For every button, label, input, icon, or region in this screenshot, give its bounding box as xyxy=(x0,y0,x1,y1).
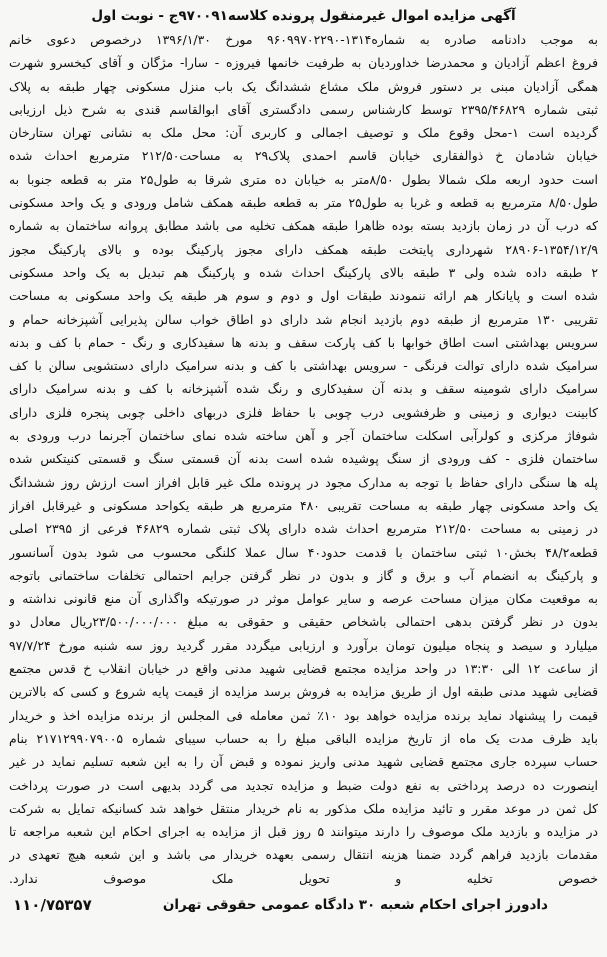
notice-line: در مزایده و بازدید ملک موصوف را دارند میتوانند ۵ روز قبل از مزایده به اجرای احکام این شعبه مراجعه تا xyxy=(9,824,598,840)
notice-line: قطعه۴۸/۲ بخش۱۰ ثبتی ساختمان با قدمت حدود۴۰ سال عملا کلنگی محسوب می شود بدون آسانسور xyxy=(9,544,598,560)
notice-line: ساختمان فلزی - کف ورودی از سنگ پوشیده شده است بدنه آن قسمتی سنگ و قسمتی کنیتکس شده xyxy=(9,451,598,467)
notice-line: مقدمات بازدید فراهم گردد ضمنا هزینه انتقال رسمی بعهده خریدار می باشد و این شعبه هیچ تعهدی در xyxy=(9,847,598,863)
notice-line: کل ثمن در موعد مقرر و تائید مزایده ملک مذکور به نام خریدار منتقل خواهد شد کسانیکه تمایل به شرکت xyxy=(9,800,598,816)
notice-body xyxy=(9,28,598,890)
notice-line: طول۸/۵۰ مترمربع به قطعه و غربا به طول۲۵ متر به قطعه طبقه همکف شامل ورودی و یک واحد مسکونی xyxy=(9,195,598,211)
issuer-signature: دادورز اجرای احکام شعبه ۳۰ دادگاه عمومی حقوقی تهران xyxy=(162,896,548,913)
notice-line: سرامیک شده دارای توالت فرنگی - سرویس بهداشتی با کف و بدنه سرامیک دارای دستشویی سالن با کف xyxy=(9,358,598,374)
notice-title: آگهی مزایده اموال غیرمنقول پرونده کلاسه۹۷۰۰۹۱ج - نوبت اول xyxy=(91,8,516,24)
notice-line: اینصورت ده درصد پرداختی به نفع دولت ضبط و مزایده تجدید می گردد بدیهی است در صورت پرداخت xyxy=(9,777,598,793)
notice-line: خصوص تخلیه و تحویل ملک موصوف ندارد. xyxy=(9,870,598,886)
notice-line: که درب آن در زمان بازدید بسته بوده ظاهرا طبقه همکف تخلیه می باشد مطابق پروانه ساختمان به شماره xyxy=(9,218,598,234)
notice-footer xyxy=(9,892,598,918)
notice-line: تقریبی ۱۳۰ مترمربع از طبقه دوم بازدید انجام شد دارای دو اطاق خواب سالن پذیرایی آشپزخانه حمام و xyxy=(9,311,598,327)
notice-line: میلیارد و سیصد و پنجاه میلیون تومان برآورد و ارزیابی میگردد مقرر گردید روز سه شنبه مورخ ۹۷/۷/۲۴ xyxy=(9,637,598,653)
notice-line: حساب سپرده جاری مجتمع قضایی شهید مدنی واریز نموده و قبض آن را به این شعبه تسلیم نماید در غیر xyxy=(9,754,598,770)
notice-line: خیابان شادمان خ ذوالفقاری خیابان قاسم احمدی پلاک۲۹ به مساحت۲۱۲/۵۰ مترمربع احداث شده xyxy=(9,148,598,164)
notice-line: قضایی شهید مدنی طبقه اول از طریق مزایده به فروش برسد مزایده از قیمت پایه شروع و کسی که بالاترین xyxy=(9,684,598,700)
notice-line: شده است و پایانکار هم ارائه ننمودند طبقات اول و دوم و سوم هر طبقه یک واحد مسکونی به مساحت xyxy=(9,288,598,304)
notice-line: سرویس بهداشتی است اطاق خوابها با کف پارکت سقف و بدنه ها سفیدکاری و رنگ - حمام با کف و بدنه xyxy=(9,334,598,350)
notice-line: کابینت دیواری و زمینی و ظرفشویی درب چوبی با حفاظ فلزی دربهای داخلی چوبی پنجره فلزی دارای xyxy=(9,404,598,420)
notice-line: به موقعیت مکان میزان مساحت عرصه و سایر عوامل موثر در صورتیکه واگذاری آن منع قانونی نداشته و xyxy=(9,591,598,607)
notice-line: یک واحد مسکونی چهار طبقه به مساحت تقریبی ۴۸۰ مترمربع هر طبقه یکواحد مسکونی و غیرقابل افراز xyxy=(9,497,598,513)
notice-line: همگی آزادیان مبنی بر دستور فروش ملک مشاع ششدانگ یک باب منزل مسکونی چهار طبقه به پلاک xyxy=(9,78,598,94)
notice-line: ۲۸۹۰۶-۱۳۵۴/۱۲/۹ شهرداری پایتخت طبقه همکف دارای مجوز پارکینگ بوده و بالای پارکینگ مجوز xyxy=(9,241,598,257)
notice-line: سرامیک دارای شومینه سقف و بدنه آن سفیدکاری و رنگ شده آشپزخانه با کف و بدنه سرامیک دارای xyxy=(9,381,598,397)
notice-line: بدون در نظر گرفتن بدهی احتمالی باشخاص حقیقی و حقوقی به مبلغ ۲۳/۵۰۰/۰۰۰/۰۰۰ریال معادل دو xyxy=(9,614,598,630)
notice-line: و پارکینگ به انضمام آب و برق و گاز و بدون در نظر گرفتن جرایم احتمالی تخلفات ساختمانی باتوجه xyxy=(9,567,598,583)
notice-line: گردیده است ۱-محل وقوع ملک و توصیف اجمالی و کاربری آن: محل ملک به نشانی تهران ستارخان xyxy=(9,125,598,141)
notice-line: قیمت را پیشنهاد نماید برنده مزایده خواهد بود ۱۰٪ ثمن معامله فی المجلس از برنده مزایده اخذ و خریدار xyxy=(9,707,598,723)
notice-line: ۲ طبقه داده شده ولی ۳ طبقه بالای پارکینگ احداث شده و پارکینگ هم تبدیل به یک واحد مسکونی xyxy=(9,264,598,280)
notice-line: در زمینی به مساحت ۲۱۲/۵۰ مترمربع احداث شده دارای پلاک ثبتی شماره ۴۶۸۲۹ فرعی از ۲۳۹۵ اصلی xyxy=(9,521,598,537)
notice-line: از ساعت ۱۲ الی ۱۳:۳۰ در واحد مزایده مجتمع قضایی شهید مدنی واقع در خیابان انقلاب خ قدس مجتمع xyxy=(9,661,598,677)
notice-line: به موجب دادنامه صادره به شماره۱۳۱۴-۹۶۰۹۹۷۰۲۲۹۰ مورخ ۱۳۹۶/۱/۳۰ درخصوص دعوی خانم xyxy=(9,32,598,47)
notice-line: است حدود اربعه ملک شمالا بطول ۸/۵۰متر به خیابان ده متری شرقا به طول۲۵ متر به قطعه جنوبا به xyxy=(9,171,598,187)
notice-line: باید ظرف مدت یک ماه از تاریخ مزایده الباقی مبلغ را به حساب سیبای شماره ۲۱۷۱۲۹۹۰۷۹۰۰۵ بنام xyxy=(9,730,598,746)
notice-line: فروغ اعظم آزادیان و محمدرضا خداوردیان به طرفیت خانمها فیروزه - سارا- مژگان و آقای کیخسرو شهرت xyxy=(9,55,598,71)
notice-line: ثبتی شماره ۲۳۹۵/۴۶۸۲۹ توسط کارشناس رسمی دادگستری آقای ابوالقاسم قندی به شرح ذیل ارزیابی xyxy=(9,101,598,117)
notice-line: پله ها سنگی دارای حفاظ با توجه به مدارک مجود در پرونده ملک غیر قابل افراز است ارزش روز ششدانگ xyxy=(9,474,598,490)
reference-number: ۱۱۰/۷۵۳۵۷ xyxy=(13,895,92,914)
notice-line: شوفاژ مرکزی و کولرآبی اسکلت ساختمان آجر و آهن ساخته شده نمای ساختمان آجرنما درب ورودی به xyxy=(9,428,598,444)
